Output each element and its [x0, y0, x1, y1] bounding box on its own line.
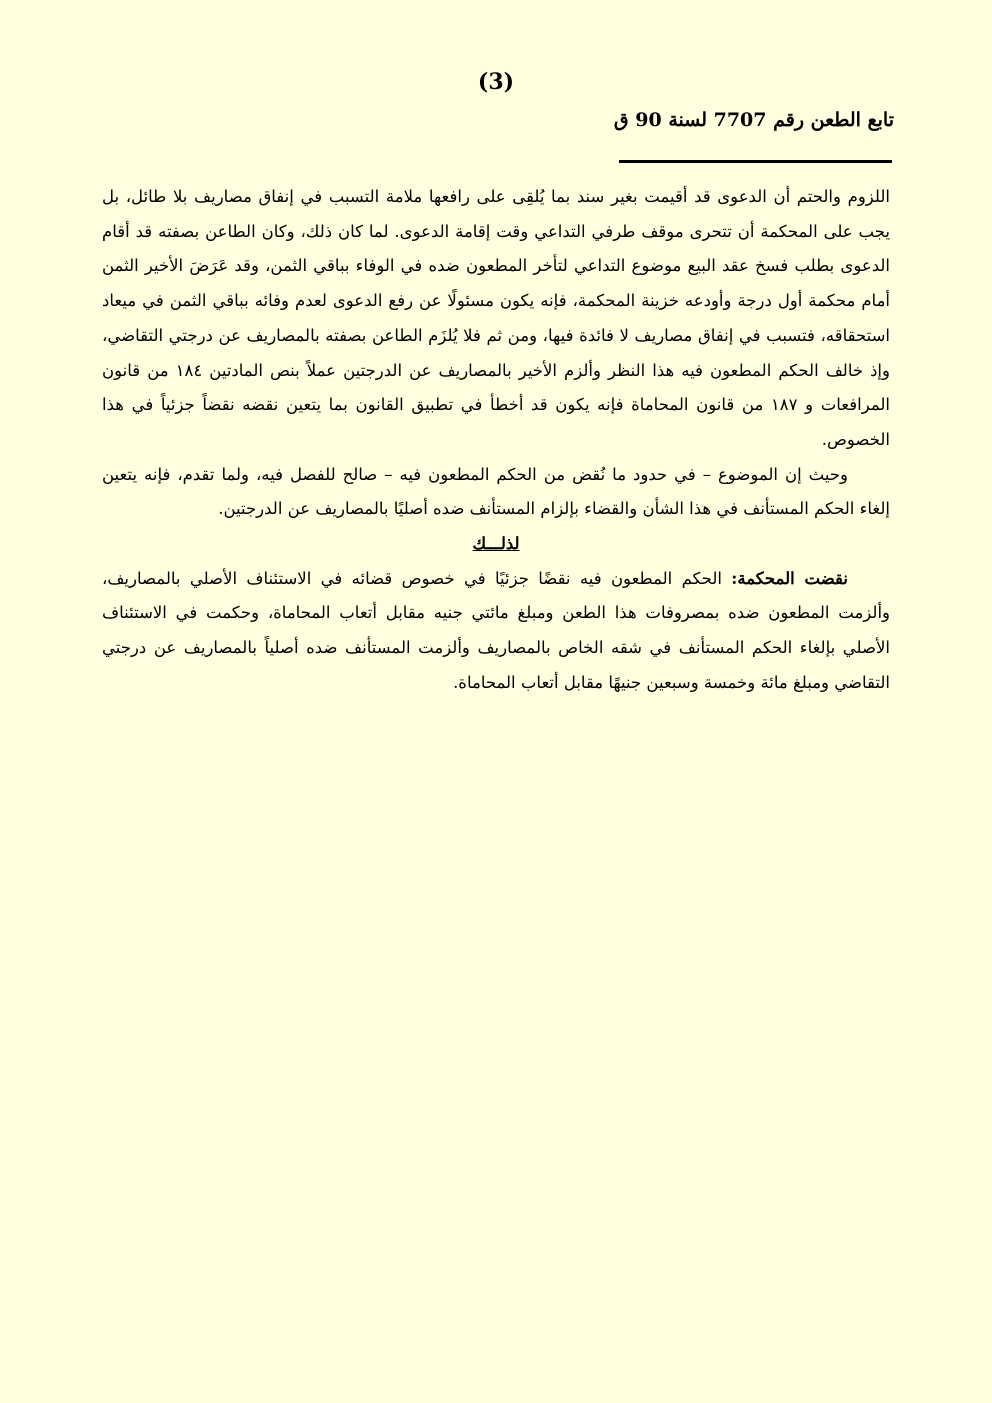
section-title: لذلـــك: [472, 534, 520, 554]
ruling-lead: نقضت المحكمة:: [731, 568, 848, 588]
document-body: [102, 180, 890, 701]
ruling-text: الحكم المطعون فيه نقضًا جزئيًا في خصوص قضائه في الاستئناف الأصلي بالمصاريف، وألزمت المطعون ضده بمصروفات هذا الطعن ومبلغ مائتي جنيه مقابل أتعاب المحاماة، وحكمت في الاستئناف الأصلي بإلغاء الحكم المستأنف في شقه الخاص بالمصاريف وألزمت المستأنف ضده أصلياً بالمصاريف عن درجتي التقاضي ومبلغ مائة وخمسة وسبعين جنيهًا مقابل أتعاب المحاماة.: [102, 568, 890, 692]
header-divider: [619, 160, 892, 163]
case-header-title: تابع الطعن رقم 7707 لسنة 90 ق: [613, 109, 894, 131]
paragraph-ruling: [102, 562, 890, 701]
paragraph-reasoning: اللزوم والحتم أن الدعوى قد أقيمت بغير سند بما يُلقِى على رافعها ملامة التسبب في إنفاق مصاريف بلا طائل، بل يجب على المحكمة أن تتحرى موقف طرفي التداعي وقت إقامة الدعوى. لما كان ذلك، وكان الطاعن بصفته قد أقام الدعوى بطلب فسخ عقد البيع موضوع التداعي لتأخر المطعون ضده في الوفاء بباقي الثمن، وقد عَرَضَ الأخير الثمن أمام محكمة أول درجة وأودعه خزينة المحكمة، فإنه يكون مسئولًا عن رفع الدعوى لعدم وفائه بباقي الثمن في ميعاد استحقاقه، فتسبب في إنفاق مصاريف لا فائدة فيها، ومن ثم فلا يُلزَم الطاعن بصفته بالمصاريف عن درجتي التقاضي، وإذ خالف الحكم المطعون فيه هذا النظر وألزم الأخير بالمصاريف عن الدرجتين عملاً بنص المادتين ١٨٤ من قانون المرافعات و ١٨٧ من قانون المحاماة فإنه يكون قد أخطأ في تطبيق القانون بما يتعين نقضه نقضاً جزئياً في هذا الخصوص.: [102, 187, 890, 449]
paragraph-merits: وحيث إن الموضوع – في حدود ما نُقض من الحكم المطعون فيه – صالح للفصل فيه، ولما تقدم، فإنه يتعين إلغاء الحكم المستأنف في هذا الشأن والقضاء بإلزام المستأنف ضده أصليًا بالمصاريف عن الدرجتين.: [102, 464, 890, 519]
page-number: (3): [477, 69, 515, 95]
